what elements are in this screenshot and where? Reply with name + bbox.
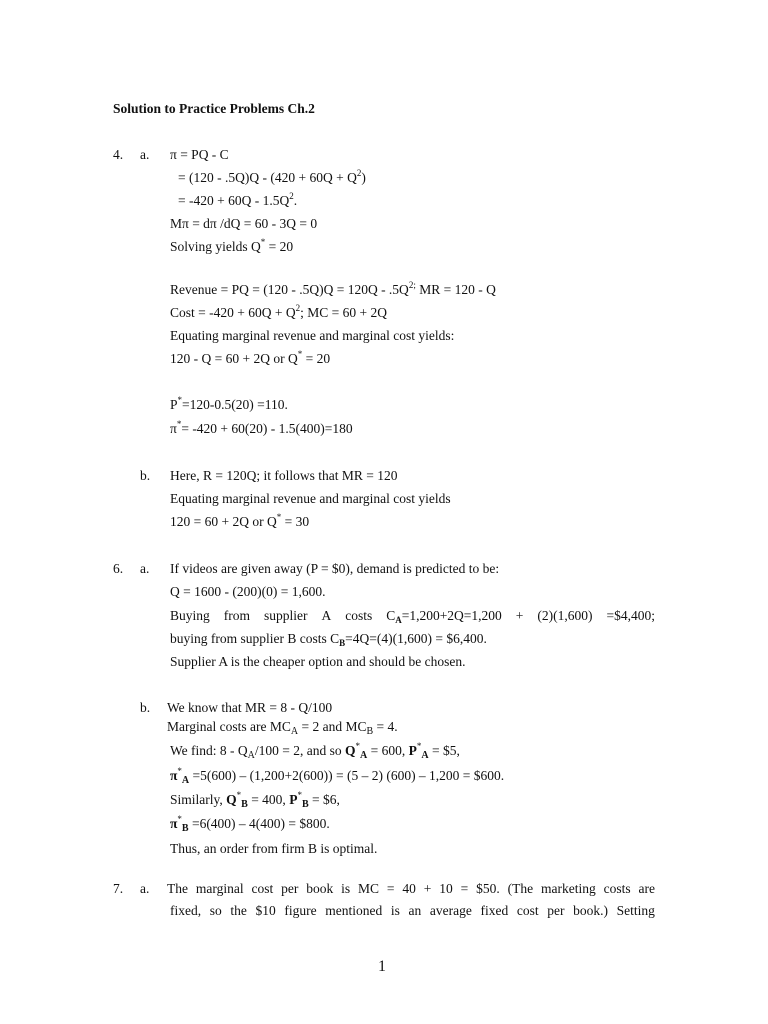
eq-6b-find-a: We find: $8 - Q_A/100 = 2$, and so $Q^*_A = 600$, $P^*_A$ = $5, xyxy=(170,741,460,761)
text-6b-mr: We know that MR = 8 - Q/100 xyxy=(167,700,333,715)
problem-number-7: 7. xyxy=(113,881,124,896)
problem-number-4: 4. xyxy=(113,147,124,162)
part-label-4b: b. xyxy=(140,468,151,483)
part-label-7a: a. xyxy=(140,881,150,896)
eq-6b-find-b: Similarly, $Q^*_B = 400$, $P^*_B$ = $6, xyxy=(170,790,340,810)
eq-6b-profit-a: $\pi^*_A =5(600) - (1,200+2(600)) = (5 - 2)$ (600) – 1,200 = $600. xyxy=(170,766,505,786)
page-number: 1 xyxy=(378,958,386,975)
text-6b-conclusion: Thus, an order from firm B is optimal. xyxy=(170,841,378,856)
eq-4a-marginal-profit: Mπ = dπ /dQ = 60 - 3Q = 0 xyxy=(170,216,318,231)
text-4b-line2: Equating marginal revenue and marginal cost yields xyxy=(170,491,451,506)
text-6a-supplier-a: Buying from supplier A costs $C_A=1,200+2Q=1,200$ + (2)(1,600) =$4,400; xyxy=(170,608,655,625)
text-7a-line1: The marginal cost per book is MC = 40 + 10 = $50. (The marketing costs are xyxy=(167,881,655,896)
eq-4a-cost: Cost = $-420 + 60Q + Q^2$; MC = 60 + 2Q xyxy=(170,303,387,320)
eq-4a-max-profit: π*= -420 + 60(20) - 1.5(400)=180 xyxy=(170,419,353,436)
eq-4a-profit: π = PQ - C xyxy=(170,147,229,162)
part-label-6a: a. xyxy=(140,561,150,576)
eq-4a-solve: Solving yields Q* = 20 xyxy=(170,237,294,254)
problem-number-6: 6. xyxy=(113,561,124,576)
text-6a-line1: If videos are given away (P = $0), demand is predicted to be: xyxy=(170,561,500,576)
eq-4a-revenue: Revenue = PQ = $(120 - .5Q)Q = 120Q - .5Q^{2;}$ MR = 120 - Q xyxy=(170,280,496,297)
text-4a-equating: Equating marginal revenue and marginal cost yields: xyxy=(170,328,455,343)
eq-4a-optimum: 120 - Q = 60 + 2Q or Q* = 20 xyxy=(170,349,331,366)
text-7a-line2: fixed, so the $10 figure mentioned is an average fixed cost per book.) Setting xyxy=(170,903,655,918)
eq-4a-price: P*=120-0.5(20) =110. xyxy=(170,395,288,412)
eq-4a-line2: = $(120 - .5Q)Q - (420 + 60Q + Q^2)$ xyxy=(178,168,366,185)
part-label-6b: b. xyxy=(140,700,151,715)
eq-4a-line3: = $-420 + 60Q - 1.5Q^2$. xyxy=(178,191,298,208)
text-6b-mc: Marginal costs are $MC_A = 2$ and $MC_B = 4$. xyxy=(167,719,398,737)
text-6a-conclusion: Supplier A is the cheaper option and should be chosen. xyxy=(170,654,466,669)
page-title: Solution to Practice Problems Ch.2 xyxy=(113,101,315,116)
eq-4b-optimum: 120 = 60 + 2Q or Q* = 30 xyxy=(170,512,310,529)
text-6a-supplier-b: buying from supplier B costs $C_B=4Q=(4)(1,600)$ = $6,400. xyxy=(170,631,487,648)
eq-6a-demand: Q = 1600 - (200)(0) = 1,600. xyxy=(170,584,326,599)
eq-6b-profit-b: $\pi^*_B =6(400) - 4(400)$ = $800. xyxy=(170,814,330,834)
text-4b-line1: Here, R = 120Q; it follows that MR = 120 xyxy=(170,468,398,483)
part-label-4a: a. xyxy=(140,147,150,162)
